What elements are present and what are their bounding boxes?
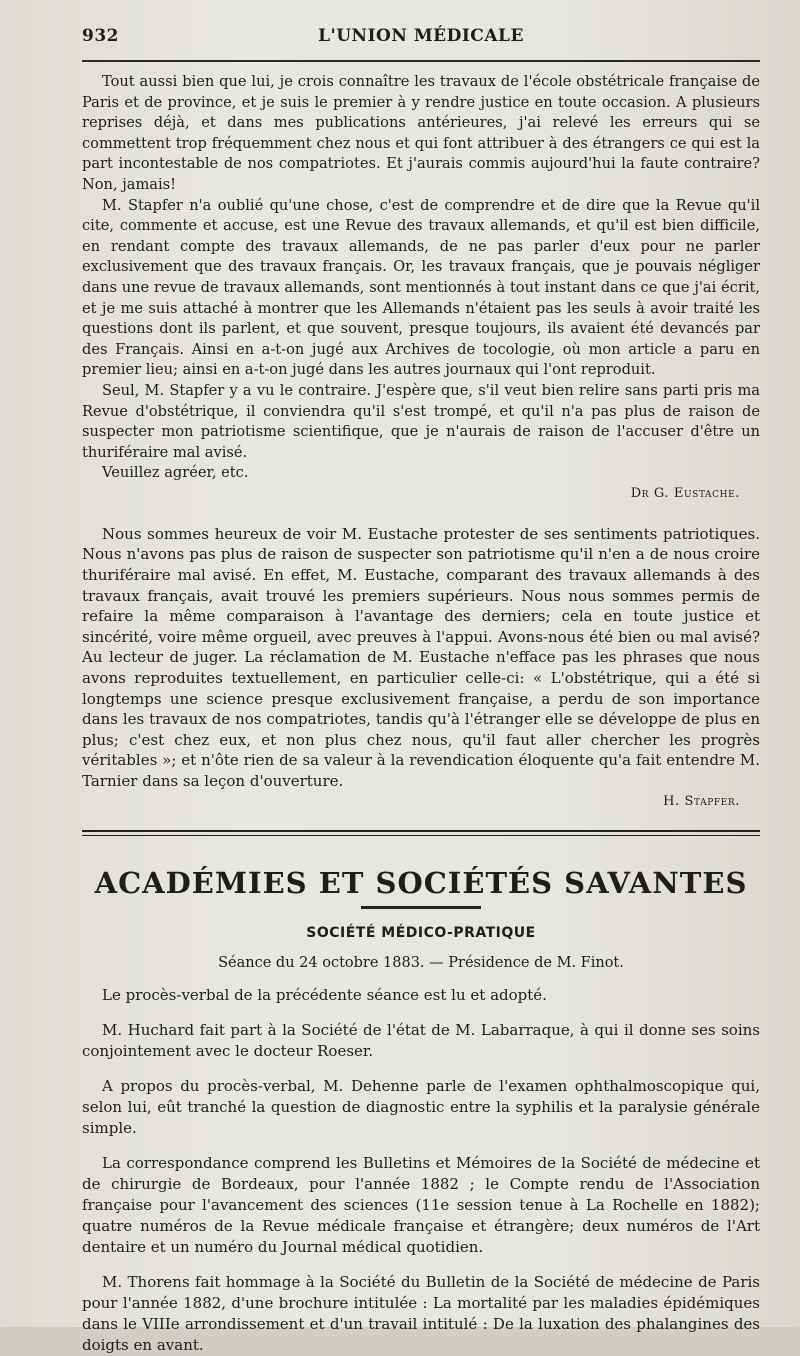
page-number: 932 bbox=[82, 26, 119, 46]
header-rule bbox=[82, 60, 760, 62]
reply-section bbox=[82, 524, 760, 812]
letter-signature: Dr G. Eustache. bbox=[630, 485, 740, 501]
session-line: Séance du 24 octobre 1883. — Présidence de M. Finot. bbox=[218, 954, 624, 971]
letter-paragraph-4: Veuillez agréer, etc. bbox=[102, 464, 249, 482]
title-ornament-rule bbox=[361, 906, 481, 909]
letter-paragraph-3: Seul, M. Stapfer y a vu le contraire. J'espère que, s'il veut bien relire sans parti pris ma Revue d'obstétrique, il conviendra qu'il s'est trompé, et qu'il n'a pas plus de raison de suspecter mon patriotisme scientifique, que je n'aurais de raison de l'accuser d'être un thuriféraire mal avisé. bbox=[82, 381, 760, 461]
reply-signature: H. Stapfer. bbox=[663, 793, 740, 809]
minutes-paragraph-1: Le procès-verbal de la précédente séance est lu et adopté. bbox=[102, 985, 547, 1004]
society-heading: SOCIÉTÉ MÉDICO-PRATIQUE bbox=[306, 924, 536, 941]
running-head bbox=[82, 0, 760, 56]
minutes-paragraph-4: La correspondance comprend les Bulletins et Mémoires de la Société de médecine et de chirurgie de Bordeaux, pour l'année 1882 ; le Compte rendu de l'Association française pour l'avancement des sciences (11e session tenue à La Rochelle en 1882); quatre numéros de la Revue médicale française et étrangère; deux numéros de l'Art dentaire et un numéro du Journal médical quotidien. bbox=[82, 1153, 760, 1256]
letter-paragraph-1: Tout aussi bien que lui, je crois connaître les travaux de l'école obstétricale française de Paris et de province, et je suis le premier à y rendre justice en toute occasion. A plusieurs reprises déjà, et dans mes publications antérieures, j'ai relevé les erreurs qui se commettent trop fréquemment chez nous et qui font attribuer à des étrangers ce qui est la part incontestable de nos compatriotes. Et j'aurais commis aujourd'hui la faute contraire? Non, jamais! bbox=[82, 73, 760, 193]
minutes-paragraph-2: M. Huchard fait part à la Société de l'état de M. Labarraque, à qui il donne ses soins conjointement avec le docteur Roeser. bbox=[82, 1020, 760, 1060]
section-divider bbox=[82, 830, 760, 836]
minutes-section bbox=[82, 985, 760, 1356]
letter-section bbox=[82, 72, 760, 504]
minutes-paragraph-5: M. Thorens fait hommage à la Société du Bulletin de la Société de médecine de Paris pour l'année 1882, d'une brochure intitulée : La mortalité par les maladies épidémiques dans le VIIIe arrondissement et d'un travail intitulé : De la luxation des phalangines des doigts en avant. bbox=[82, 1272, 760, 1354]
journal-title: L'UNION MÉDICALE bbox=[318, 26, 524, 46]
reply-paragraph: Nous sommes heureux de voir M. Eustache protester de ses sentiments patriotiques. Nous n'avons pas plus de raison de suspecter son patriotisme qu'il n'en a de nous croire thuriféraire mal avisé. En effet, M. Eustache, comparant des travaux allemands à des travaux français, avait trouvé les premiers supérieurs. Nous nous sommes permis de refaire la même comparaison à l'avantage des derniers; cela en toute justice et sincérité, voire même orgueil, avec preuves à l'appui. Avons-nous été bien ou mal avisé? Au lecteur de juger. La réclamation de M. Eustache n'efface pas les phrases que nous avons reproduites textuellement, en particulier celle-ci: « L'obstétrique, qui a été si longtemps une science presque exclusivement française, a perdu de son importance dans les travaux de nos compatriotes, tandis qu'à l'étranger elle se développe de plus en plus; c'est chez eux, et non plus chez nous, qu'il faut aller chercher les progrès véritables »; et n'ôte rien de sa valeur à la revendication éloquente qu'a fait entendre M. Tarnier dans sa leçon d'ouverture. bbox=[82, 524, 760, 790]
letter-paragraph-2: M. Stapfer n'a oublié qu'une chose, c'est de comprendre et de dire que la Revue qu'il cite, commente et accuse, est une Revue des travaux allemands, et qu'il est bien difficile, en rendant compte des travaux allemands, de ne pas parler d'eux pour ne parler exclusivement que des travaux français. Or, les travaux français, que je pouvais négliger dans une revue de travaux allemands, sont mentionnés à tout instant dans ce que j'ai écrit, et je me suis attaché à montrer que les Allemands n'étaient pas les seuls à avoir traité les questions dont ils parlent, et que souvent, presque toujours, ils avaient été devancés par des Français. Ainsi en a-t-on jugé aux Archives de tocologie, où mon article a paru en premier lieu; ainsi en a-t-on jugé dans les autres journaux qui l'ont reproduit. bbox=[82, 196, 760, 379]
section-title: ACADÉMIES ET SOCIÉTÉS SAVANTES bbox=[94, 865, 748, 900]
minutes-paragraph-3: A propos du procès-verbal, M. Dehenne parle de l'examen ophthalmoscopique qui, selon lui, eût tranché la question de diagnostic entre la syphilis et la paralysie générale simple. bbox=[82, 1076, 760, 1137]
